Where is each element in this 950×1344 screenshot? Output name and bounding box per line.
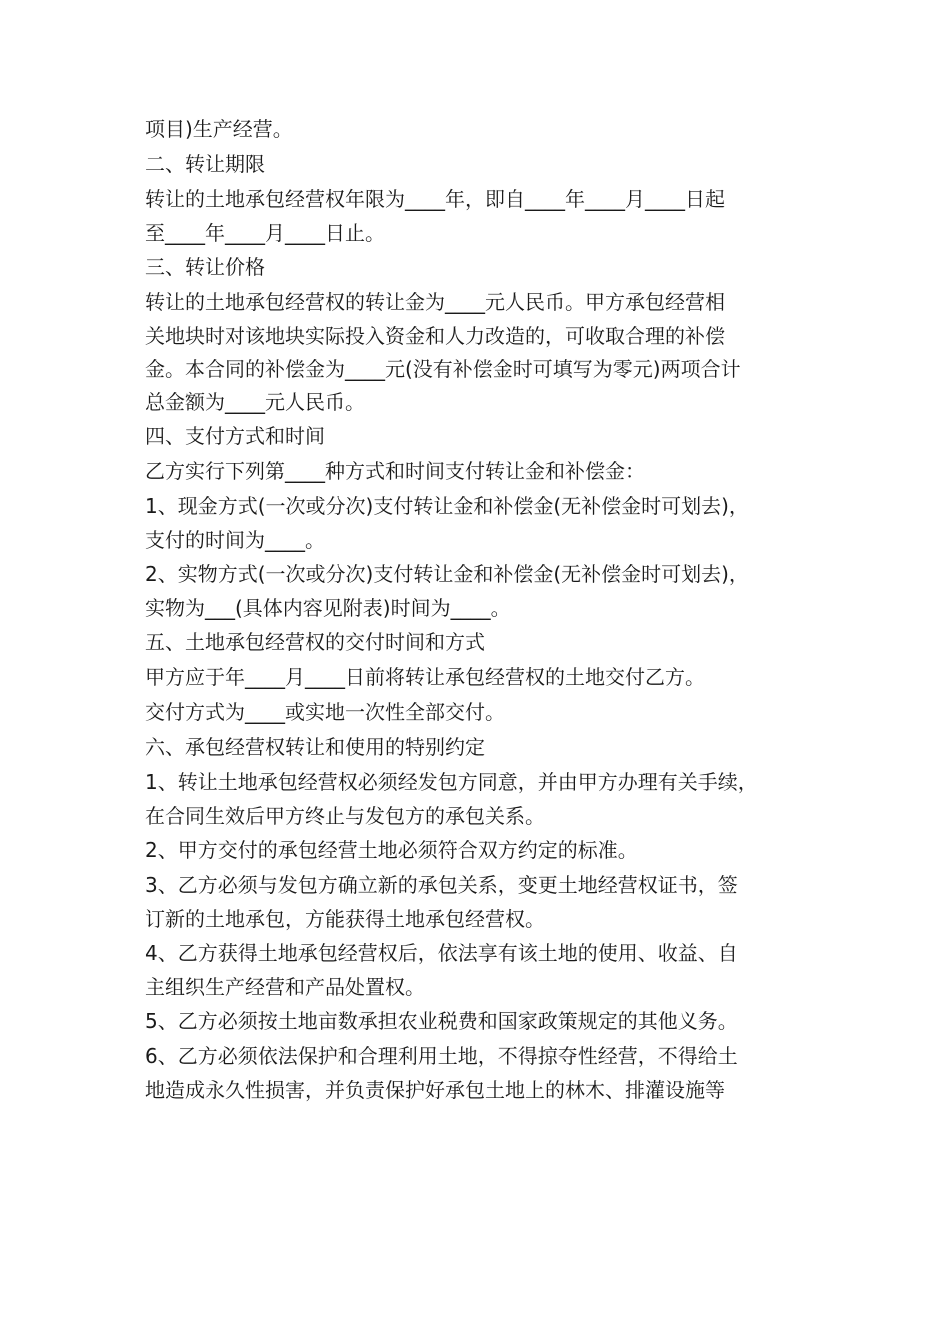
text-line: 实物为___(具体内容见附表)时间为____。 [145,596,511,620]
text-line: 1、现金方式(一次或分次)支付转让金和补偿金(无补偿金时可划去)， [145,494,749,518]
text-line: 主组织生产经营和产品处置权。 [145,975,425,999]
text-line: 至____年____月____日止。 [145,221,385,245]
text-line: 1、转让土地承包经营权必须经发包方同意，并由甲方办理有关手续， [145,770,758,794]
text-line: 2、甲方交付的承包经营土地必须符合双方约定的标准。 [145,838,638,862]
text-line: 3、乙方必须与发包方确立新的承包关系，变更土地经营权证书，签 [145,873,738,897]
text-line: 6、乙方必须依法保护和合理利用土地，不得掠夺性经营，不得给土 [145,1044,738,1068]
section-heading: 四、支付方式和时间 [145,424,325,448]
text-line: 乙方实行下列第____种方式和时间支付转让金和补偿金： [145,459,645,483]
text-line: 交付方式为____或实地一次性全部交付。 [145,700,505,724]
text-line: 转让的土地承包经营权的转让金为____元人民币。甲方承包经营相 [145,290,725,314]
text-line: 项目)生产经营。 [145,117,293,141]
text-line: 金。本合同的补偿金为____元(没有补偿金时可填写为零元)两项合计 [145,357,741,381]
text-line: 订新的土地承包，方能获得土地承包经营权。 [145,907,545,931]
text-line: 地造成永久性损害，并负责保护好承包土地上的林木、排灌设施等 [145,1078,725,1102]
document-page [145,112,815,1107]
text-line: 转让的土地承包经营权年限为____年，即自____年____月____日起 [145,187,725,211]
text-line: 在合同生效后甲方终止与发包方的承包关系。 [145,804,545,828]
section-heading: 三、转让价格 [145,255,265,279]
section-heading: 二、转让期限 [145,152,265,176]
text-line: 4、乙方获得土地承包经营权后，依法享有该土地的使用、收益、自 [145,941,738,965]
section-heading: 五、土地承包经营权的交付时间和方式 [145,630,485,654]
text-line: 2、实物方式(一次或分次)支付转让金和补偿金(无补偿金时可划去)， [145,562,749,586]
text-line: 支付的时间为____。 [145,528,325,552]
section-heading: 六、承包经营权转让和使用的特别约定 [145,735,485,759]
text-line: 关地块时对该地块实际投入资金和人力改造的，可收取合理的补偿 [145,324,725,348]
text-line: 甲方应于年____月____日前将转让承包经营权的土地交付乙方。 [145,665,705,689]
text-line: 5、乙方必须按土地亩数承担农业税费和国家政策规定的其他义务。 [145,1009,738,1033]
text-line: 总金额为____元人民币。 [145,390,365,414]
